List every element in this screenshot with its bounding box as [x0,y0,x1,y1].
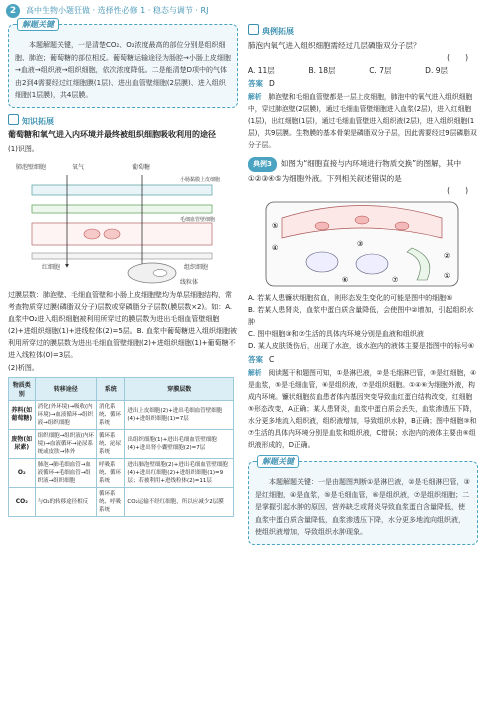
solving-key-badge: 解题关键 [17,18,59,31]
running-head: 高中生物小题狂做 · 选择性必修 1 · 稳态与调节 · RJ [26,6,209,15]
option-c: C. 7层 [369,66,392,75]
absorption-diagram [12,157,232,287]
answer-paren: ( ) [447,53,468,62]
label-capillary-wall: 毛细血管壁细胞 [180,216,216,223]
option-d: D. 9层 [425,66,448,75]
mitochondrion [153,269,167,276]
tissue-cell [306,252,338,272]
table-row: O₂ 肺泡→肺毛细血管→血液循环→毛细血管→组织液→组织细胞 呼吸系统、循环系统 进出肺泡壁细胞(2)+进出毛细血管壁细胞(4)+进出红细胞(2)+进组织细胞(1)=9层；若被利用+进线粒体(2)=11层 [9,458,234,487]
capillary [32,223,212,245]
q3-option-b: B. 若某人患肾炎，血浆中蛋白质含量降低，会使图中②增加，引起组织水肿 [248,306,474,326]
label-glucose: 葡萄糖 [132,163,151,171]
knowledge-section-title: 知识拓展 [8,114,238,127]
label-7: ⑦ [392,276,399,284]
label-oxygen: 氧气 [72,163,85,171]
label-5: ⑤ [272,222,279,230]
page-header [0,0,480,22]
table-row: CO₂ 与O₂的转移途径相反 循环系统、呼吸系统 CO₂运输不经红细胞，所以应减少2层膜 [9,487,234,516]
example-explanation: 解析 肺泡壁和毛细血管壁都是一层上皮细胞，肺泡中的氧气进入组织细胞中，穿过肺泡壁(2层膜)，通过毛细血管壁细胞进入血浆(2层)，进入红细胞(1层)，出红细胞(1层)，通过毛细血管壁进入组织液(2层)，进入组织细胞(1层)，共9层膜。生物膜的基本骨架是磷脂双分子层，因此需要经过9层磷脂双分子层。 [248,93,477,149]
label-2: ② [444,252,451,260]
page-number: 2 [6,4,20,18]
option-a: A. 11层 [248,66,275,75]
solving-key-box-2 [248,457,478,545]
table-header: 系统 [97,377,125,400]
alveolar-wall [32,185,212,195]
subheading-1: (1)识图。 [8,144,39,153]
option-b: B. 18层 [308,66,336,75]
knowledge-heading: 葡萄糖和氧气进入内环境并最终被组织细胞吸收利用的途径 [8,129,216,139]
example-options [248,65,448,76]
subheading-2: (2)析图。 [8,363,39,372]
label-red-cell: 红细胞 [42,263,61,271]
q3-option-a: A. 若某人患镰状细胞贫血，则形态发生变化的可能是图中的细胞⑤ [248,294,453,302]
red-blood-cell [315,222,329,230]
intestine-wall [32,205,212,213]
table-header: 转移途径 [35,377,96,400]
solving-key-box [8,20,238,108]
tissue-cell [128,263,176,283]
label-intestine: 小肠黏膜上皮细胞 [180,176,221,183]
example-question: 肺泡内氧气进入组织细胞需经过几层磷脂双分子层？ [248,41,421,50]
example-section-title: 典例拓展 [248,24,478,37]
question-3-tag: 典例3 [248,157,277,172]
label-3: ③ [357,240,364,248]
red-blood-cell [395,222,409,230]
exchange-diagram [262,198,462,290]
answer-paren-3: ( ) [447,186,468,195]
solving-key-text-2: 本题解题关键：一是由题图判断①是淋巴液，②是毛细淋巴管，③是红细胞，④是血浆，⑤是毛细血管，⑥是组织液，⑦是组织细胞；二是掌握引起水肿的原因，营养缺乏或肾炎导致血浆蛋白含量降低，使血浆中蛋白质含量降低，血浆渗透压下降，水分更多地流向组织液，使组织液增加，导致组织水肿现象。 [255,478,470,536]
membrane-paragraph: 过膜层数：肺泡壁、毛细血管壁和小肠上皮细胞壁均为单层细胞结构，常考查物质穿过膜(磷脂双分子)层数或穿磷脂分子层数(膜层数×2)。如：A. 血浆中O₂进入组织细胞被利用所穿过的膜层数为进出毛细血管壁细胞(2)+进组织细胞(1)+进线粒体(2)=5层。B. 血浆中葡萄糖进入组织细胞被利用所穿过的膜层数为进出毛细血管壁细胞(2)+进组织细胞(1)+葡萄糖不进入线粒体(0)=3层。 [8,290,238,359]
label-6: ⑥ [342,276,349,284]
table-row: 废物(如尿素) 组织细胞→组织液(内环境)→血液循环→泌尿系统或皮肤→体外 循环系统、泌尿系统 出组织细胞(1)+进出毛细血管壁细胞(4)+进出肾小囊壁细胞(2)=7层 [9,429,234,458]
q3-explanation: 解析 阅读题干和题图可知，①是淋巴液，②是毛细淋巴管，③是红细胞，④是血浆，⑤是毛细血管，⑥是组织液，⑦是组织细胞。①④⑥为细胞外液，构成内环境。镰状细胞贫血患者体内基因突变导致血红蛋白结构改变，红细胞⑤形态改变，A正确；某人患肾炎，血浆中蛋白质会丢失，血浆渗透压下降，水分更多地流入组织液，组织液增加，导致组织水肿，B正确；图中细胞③和⑦生活的具体内环境分别是血浆和组织液，C错误；水泡内的液体主要由⑥组织液形成的，D正确。 [248,369,477,449]
red-blood-cell [84,229,100,239]
tissue-cell [356,254,388,274]
q3-option-d: D. 某人皮肤烫伤后，出现了水泡，该水泡内的液体主要是指图中的标号⑥ [248,342,475,350]
solving-key-text: 本题解题关键，一是清楚CO₂、O₂浓度最高的部位分别是组织细胞、肺泡；葡萄糖的部位相反。葡萄糖运输途径为肠腔→小肠上皮细胞→血液→组织液→组织细胞，依次浓度降低。二是能清楚D项中的气体由2到4需要经过红细胞膜(1层)、进出血管壁细胞(2层膜)、进入组织细胞(1层膜)，共4层膜。 [15,41,231,99]
table-header: 物质类别 [9,377,36,400]
label-1: ① [444,272,451,280]
label-mitochondrion: 线粒体 [180,278,199,286]
tissue-fluid [32,253,212,259]
table-row: 养料(如葡萄糖) 消化(外环境)→吸收(内环境)→血液循环→组织液→组织细胞 消化系统、循环系统 进出上皮细胞(2)+进出毛细血管壁细胞(4)+进组织细胞(1)=7层 [9,400,234,429]
book-icon [8,114,19,125]
label-alveolar-cell: 肺泡壁细胞 [16,163,47,171]
red-blood-cell [104,229,120,239]
label-4: ④ [272,244,279,252]
right-column [248,24,478,545]
red-blood-cell [355,216,369,224]
label-tissue-cell: 组织细胞 [184,263,209,271]
table-header: 穿膜层数 [125,377,234,400]
star-icon [248,24,259,35]
solving-key-badge-2: 解题关键 [257,455,299,468]
left-column [8,20,238,517]
q3-answer: 答案 C [248,355,275,364]
question-3: 典例3 如图为“细胞直接与内环境进行物质交换”的图解，其中①②③④⑤为细胞外液。下列相关叙述错误的是 [248,159,462,183]
q3-option-c: C. 图中细胞③和⑦生活的具体内环境分别是血液和组织液 [248,330,424,338]
transport-table [8,377,234,517]
example-answer: 答案 D [248,79,275,88]
